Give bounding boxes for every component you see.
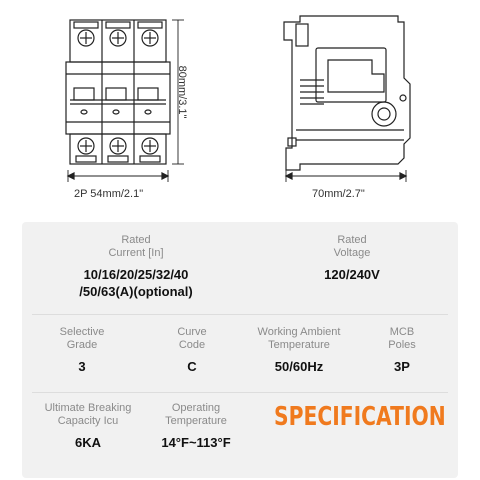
spec-operating-temp (146, 402, 246, 451)
breaker-drawings (0, 0, 480, 222)
spec-label: Working Ambient Temperature (257, 326, 341, 351)
spec-label: MCB Poles (388, 326, 416, 351)
spec-value: C (187, 359, 197, 374)
specification-title: SPECIFICATION (274, 402, 446, 432)
spec-value: 120/240V (324, 267, 380, 282)
side-view-drawing (284, 16, 410, 182)
spec-label: Selective Grade (59, 326, 105, 351)
spec-value: 3P (394, 359, 410, 374)
spec-label: Rated Voltage (333, 234, 371, 259)
spec-value: 14°F~113°F (161, 435, 231, 450)
side-width-dimension-label: 70mm/2.7" (312, 188, 365, 200)
spec-value: 50/60Hz (274, 359, 324, 374)
front-view-drawing (66, 20, 184, 182)
spec-mcb-poles (362, 326, 442, 375)
spec-value: 10/16/20/25/32/40 /50/63(A)(optional) (79, 267, 193, 299)
spec-rated-voltage (292, 234, 412, 283)
spec-value: 3 (78, 359, 86, 374)
spec-rated-current (36, 234, 236, 300)
height-dimension-label: 80mm/3.1" (176, 65, 188, 119)
spec-label: Rated Current [In] (108, 234, 164, 259)
spec-working-temp (234, 326, 364, 375)
spec-label: Curve Code (177, 326, 207, 351)
divider (32, 392, 448, 393)
spec-selective-grade (32, 326, 132, 375)
spec-label: Ultimate Breaking Capacity Icu (44, 402, 132, 427)
spec-label: Operating Temperature (165, 402, 227, 427)
spec-panel (22, 222, 458, 478)
spec-curve-code (142, 326, 242, 375)
divider (32, 314, 448, 315)
spec-breaking-capacity (28, 402, 148, 451)
spec-value: 6KA (74, 435, 101, 450)
front-width-dimension-label: 2P 54mm/2.1" (74, 188, 144, 200)
